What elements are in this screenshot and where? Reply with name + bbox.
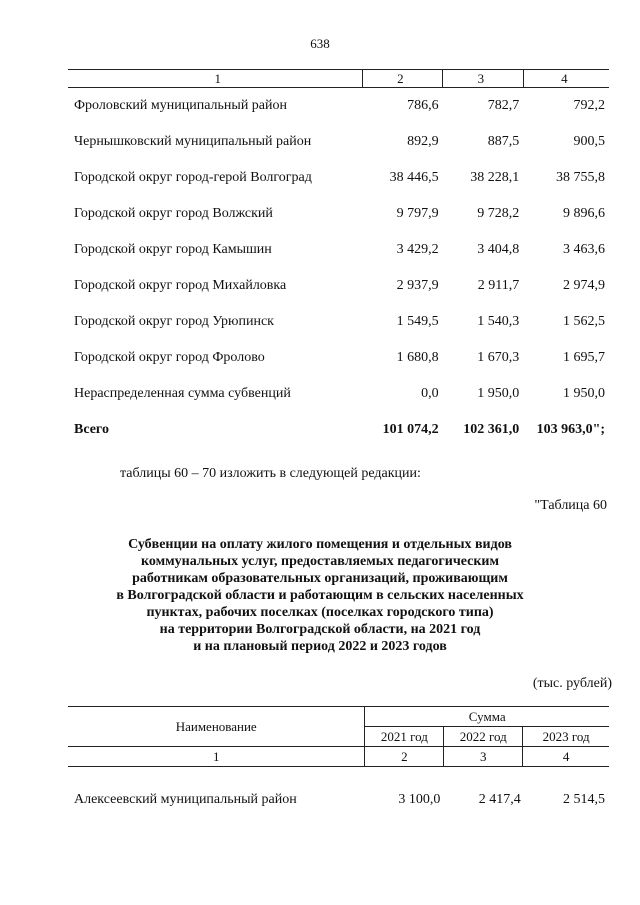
table-label: "Таблица 60 — [534, 498, 607, 513]
title-line: и на плановый период 2022 и 2023 годов — [193, 639, 447, 654]
row-name: Городской округ город-герой Волгоград — [74, 170, 312, 185]
row-value-2023: 1 695,7 — [563, 350, 605, 365]
row-value-2021: 3 429,2 — [396, 242, 439, 257]
row-value-2022: 3 404,8 — [477, 242, 520, 257]
table-row — [68, 124, 609, 160]
year-2022-header: 2022 год — [444, 727, 523, 747]
row-value-2022: 1 950,0 — [477, 386, 520, 401]
row-name: Нераспределенная сумма субвенций — [74, 386, 291, 401]
table-row — [68, 196, 609, 232]
row-name: Чернышковский муниципальный район — [74, 134, 312, 149]
row-value-2023: 1 950,0 — [563, 386, 605, 401]
row-value-2023: 3 463,6 — [563, 242, 605, 257]
row-value-2022: 38 228,1 — [470, 170, 520, 185]
row-value-2022: 887,5 — [487, 134, 520, 149]
table-row — [68, 376, 609, 412]
row-value-2021: 2 937,9 — [396, 278, 439, 293]
row-value-2023: 2 974,9 — [563, 278, 605, 293]
row-name: Фроловский муниципальный район — [74, 98, 288, 113]
title-line: Субвенции на оплату жилого помещения и отдельных видов — [128, 537, 512, 552]
title-line: работникам образовательных организаций, проживающим — [132, 571, 508, 586]
row-value-2021: 9 797,9 — [396, 206, 439, 221]
column-number-row — [68, 747, 609, 767]
row-value-2022: 782,7 — [487, 98, 520, 113]
table-row — [68, 790, 609, 810]
row-value-2021: 3 100,0 — [398, 792, 441, 807]
table-row — [68, 88, 609, 125]
row-value-2021: 0,0 — [421, 386, 439, 401]
amendment-paragraph: таблицы 60 – 70 изложить в следующей редакции: — [120, 466, 421, 481]
table-title — [0, 536, 640, 655]
total-row — [68, 412, 609, 448]
row-value-2022: 2 417,4 — [478, 792, 521, 807]
column-number-3: 3 — [444, 747, 523, 767]
table-row — [68, 304, 609, 340]
row-name: Городской округ город Камышин — [74, 242, 272, 257]
column-number-4: 4 — [523, 747, 609, 767]
row-value-2021: 892,9 — [407, 134, 439, 149]
page-number: 638 — [310, 36, 330, 51]
row-value-2023: 9 896,6 — [563, 206, 605, 221]
title-line: пунктах, рабочих поселках (поселках городского типа) — [146, 605, 494, 620]
title-line: на территории Волгоградской области, на 2021 год — [159, 622, 481, 637]
row-value-2022: 2 911,7 — [477, 278, 520, 293]
year-2023-header: 2023 год — [523, 727, 609, 747]
row-value-2023: 1 562,5 — [563, 314, 605, 329]
row-value-2023: 900,5 — [573, 134, 605, 149]
title-line: в Волгоградской области и работающим в сельских населенных — [116, 588, 524, 603]
row-value-2022: 9 728,2 — [477, 206, 520, 221]
column-number-3: 3 — [443, 70, 524, 88]
total-value-2022: 102 361,0 — [463, 422, 520, 437]
total-value-2021: 101 074,2 — [382, 422, 439, 437]
table-header-row — [68, 70, 609, 88]
column-number-4: 4 — [523, 70, 609, 88]
table-row — [68, 268, 609, 304]
column-number-1: 1 — [68, 70, 362, 88]
row-value-2023: 792,2 — [573, 98, 605, 113]
table-header-row — [68, 707, 609, 727]
subsidy-table-60 — [68, 706, 609, 767]
row-value-2023: 38 755,8 — [556, 170, 605, 185]
column-number-2: 2 — [365, 747, 444, 767]
continued-subsidy-table — [68, 69, 609, 448]
table-row — [68, 160, 609, 196]
table-row — [68, 340, 609, 376]
row-value-2021: 38 446,5 — [389, 170, 439, 185]
table-row — [68, 232, 609, 268]
row-name: Городской округ город Фролово — [74, 350, 265, 365]
units-label: (тыс. рублей) — [532, 676, 612, 691]
row-name: Городской округ город Михайловка — [74, 278, 287, 293]
row-value-2021: 1 680,8 — [396, 350, 439, 365]
row-value-2022: 1 540,3 — [477, 314, 520, 329]
column-number-2: 2 — [362, 70, 443, 88]
row-name: Городской округ город Урюпинск — [74, 314, 274, 329]
row-name: Городской округ город Волжский — [74, 206, 273, 221]
total-label: Всего — [74, 422, 109, 437]
title-line: коммунальных услуг, предоставляемых педагогическим — [140, 554, 500, 569]
sum-header: Сумма — [365, 707, 609, 727]
row-value-2023: 2 514,5 — [563, 792, 605, 807]
year-2021-header: 2021 год — [365, 727, 444, 747]
row-value-2021: 1 549,5 — [396, 314, 439, 329]
total-value-2023: 103 963,0"; — [536, 422, 605, 437]
column-number-1: 1 — [68, 747, 365, 767]
row-value-2021: 786,6 — [407, 98, 439, 113]
name-header: Наименование — [68, 707, 365, 747]
subsidy-table-60-body — [68, 790, 609, 810]
row-value-2022: 1 670,3 — [477, 350, 520, 365]
row-name: Алексеевский муниципальный район — [74, 792, 297, 807]
